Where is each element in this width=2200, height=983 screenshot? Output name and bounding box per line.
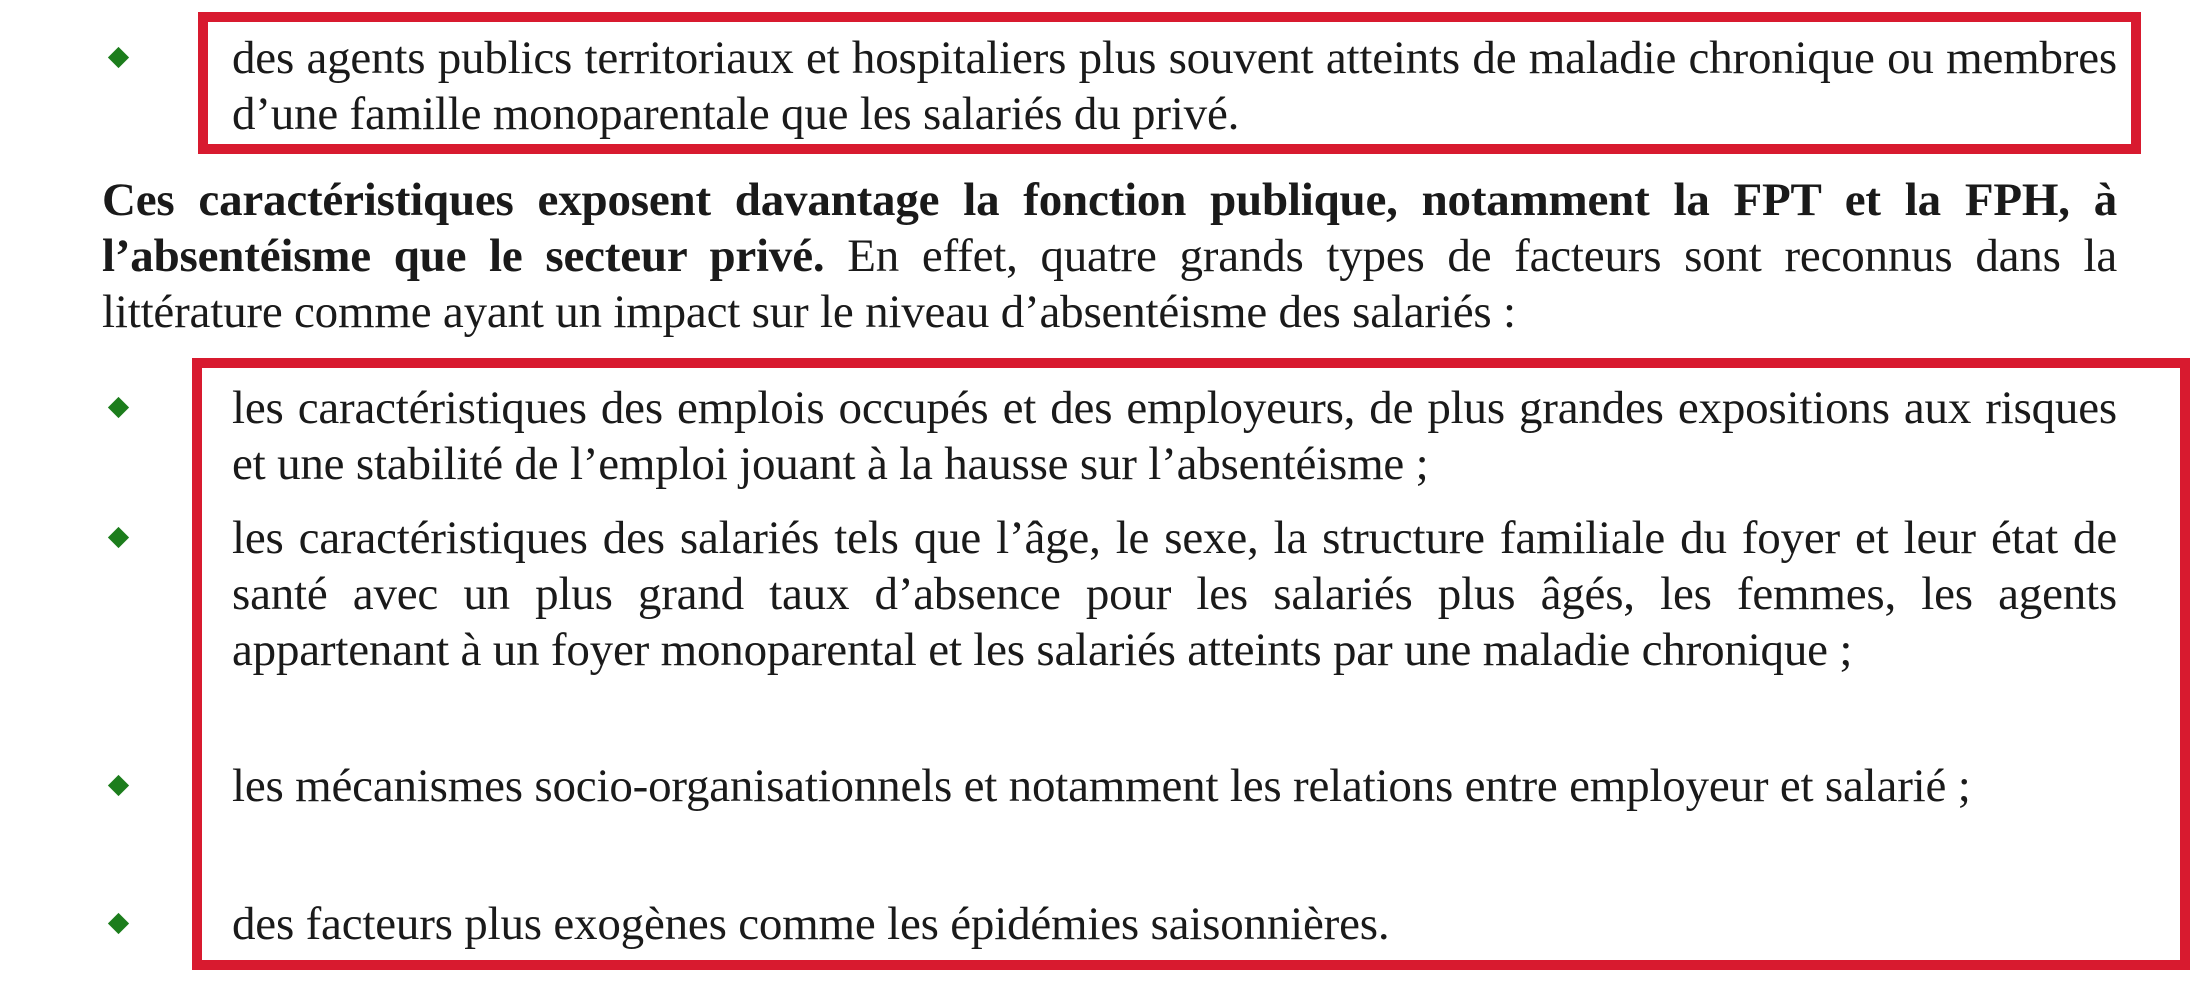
list-item-exogenous-factors: des facteurs plus exogènes comme les épidémies saisonnières. (232, 898, 1390, 950)
paragraph-body: En effet, quatre grands types de facteurs sont reconnus dans la littérature comme ayant un impact sur le niveau d’absentéisme des salariés : (102, 230, 2117, 338)
list-item-employee-characteristics: les caractéristiques des salariés tels que l’âge, le sexe, la structure familiale du foyer et leur état de santé avec un plus grand taux d’absence pour les salariés plus âgés, les femmes, les agents appartenant à un foyer monoparental et les salariés atteints par une maladie chronique ; (232, 512, 2117, 676)
list-item-public-agents: des agents publics territoriaux et hospitaliers plus souvent atteints de maladie chronique ou membres d’une famille monoparentale que les salariés du privé. (232, 32, 2117, 140)
list-item-socio-organisational: les mécanismes socio-organisationnels et notamment les relations entre employeur et salarié ; (232, 760, 1971, 812)
paragraph-bold-lead: Ces caractéristiques exposent davantage la fonction publique, notamment la FPT et la FPH, à l’absentéisme que le secteur privé. (102, 174, 2117, 282)
cropped-previous-line (100, 0, 2000, 4)
green-diamond-bullet-icon (108, 913, 129, 934)
list-item-job-characteristics: les caractéristiques des emplois occupés et des employeurs, de plus grandes expositions aux risques et une stabilité de l’emploi jouant à la hausse sur l’absentéisme ; (232, 382, 2117, 490)
green-diamond-bullet-icon (108, 397, 129, 418)
green-diamond-bullet-icon (108, 527, 129, 548)
green-diamond-bullet-icon (108, 47, 129, 68)
body-paragraph (102, 172, 2117, 340)
green-diamond-bullet-icon (108, 775, 129, 796)
